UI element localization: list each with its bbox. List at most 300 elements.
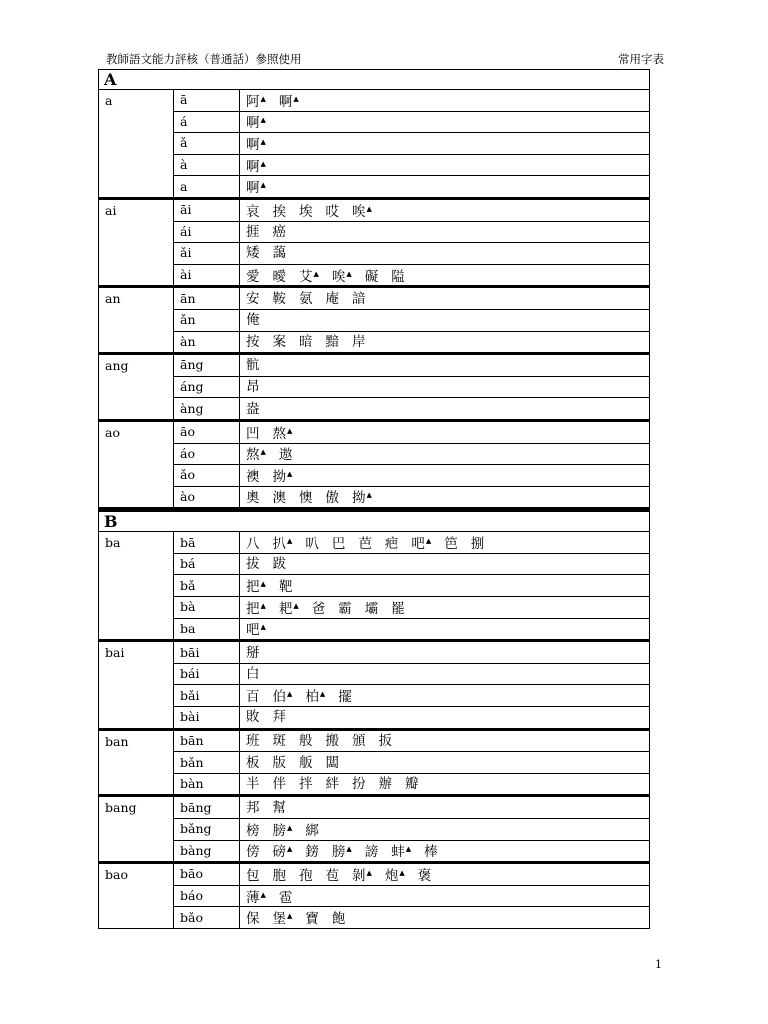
tone-cell: bān [174, 729, 240, 752]
character [246, 667, 260, 681]
character-glyph: 剝 [352, 867, 366, 884]
character-glyph: 飽 [331, 911, 346, 928]
table-row [99, 796, 650, 819]
character-glyph: 蚌 [391, 844, 405, 861]
character-glyph: 拌 [299, 776, 313, 793]
character-glyph: 靶 [278, 579, 293, 596]
triangle-marker-icon: ▲ [366, 491, 372, 500]
character-glyph: 保 [246, 911, 260, 928]
character [305, 824, 319, 838]
table-row [99, 243, 650, 265]
character-glyph: 唉 [331, 268, 346, 285]
table-row [99, 465, 650, 487]
character-glyph: 巴 [331, 536, 346, 553]
character [299, 491, 313, 505]
character [246, 620, 266, 637]
character-glyph: 拜 [272, 709, 286, 726]
character [279, 448, 293, 462]
triangle-marker-icon: ▲ [260, 448, 266, 457]
characters-cell [240, 773, 650, 796]
syllable-cell: ban [99, 729, 174, 796]
table-row [99, 663, 650, 685]
tone-cell: áng [174, 376, 240, 398]
character [246, 824, 260, 838]
table-row [99, 309, 650, 331]
character-glyph: 闆 [325, 754, 339, 771]
character-glyph: 榜 [246, 822, 260, 839]
character-glyph: 絆 [325, 776, 339, 793]
character [246, 427, 260, 441]
character-glyph: 半 [246, 776, 260, 793]
character [365, 602, 379, 616]
table-row [99, 729, 650, 752]
triangle-marker-icon: ▲ [287, 912, 293, 921]
character [273, 534, 293, 551]
character [273, 734, 287, 748]
character-glyph: 邦 [246, 799, 260, 816]
character-glyph: 拗 [272, 468, 286, 485]
character [391, 270, 405, 284]
character [273, 710, 287, 724]
tone-cell: à [174, 154, 240, 176]
character-glyph: 吧 [246, 622, 260, 639]
tone-cell: àn [174, 331, 240, 354]
table-row [99, 398, 650, 421]
characters-cell [240, 376, 650, 398]
characters-cell [240, 287, 650, 310]
section-letter: A [99, 70, 650, 90]
table-row [99, 154, 650, 176]
character [246, 246, 260, 260]
characters-cell [240, 264, 650, 287]
tone-cell: áo [174, 443, 240, 465]
table-row [99, 597, 650, 619]
character-glyph: 瓣 [405, 776, 419, 793]
table-row [99, 287, 650, 310]
tone-cell: ān [174, 287, 240, 310]
character [279, 599, 299, 616]
character-glyph: 扳 [378, 732, 392, 749]
character-glyph: 熬 [272, 425, 286, 442]
character-glyph: 啊 [246, 158, 260, 175]
character [326, 335, 340, 349]
triangle-marker-icon: ▲ [260, 94, 266, 103]
triangle-marker-icon: ▲ [287, 469, 293, 478]
character-glyph: 寶 [305, 911, 319, 928]
character-glyph: 薄 [246, 889, 260, 906]
character-glyph: 黯 [325, 333, 339, 350]
character [246, 777, 260, 791]
section-letter-row [99, 510, 650, 532]
character-glyph: 捌 [470, 536, 485, 553]
character-glyph: 遨 [278, 447, 293, 464]
character [246, 313, 260, 327]
characters-cell [240, 309, 650, 331]
characters-cell [240, 443, 650, 465]
table-row [99, 443, 650, 465]
page-number: 1 [655, 958, 662, 971]
header-list-name: 常用字表 [618, 52, 664, 66]
character-glyph: 埃 [299, 203, 313, 220]
character-glyph: 般 [299, 732, 313, 749]
character [411, 534, 431, 551]
character-glyph: 愛 [246, 268, 260, 285]
tone-cell: bái [174, 663, 240, 685]
character [246, 710, 260, 724]
characters-cell [240, 685, 650, 707]
triangle-marker-icon: ▲ [260, 137, 266, 146]
character-glyph: 暗 [299, 333, 313, 350]
character-glyph: 藹 [272, 245, 286, 262]
character [273, 205, 287, 219]
character [299, 734, 313, 748]
triangle-marker-icon: ▲ [346, 269, 352, 278]
syllable-cell: ai [99, 198, 174, 286]
table-row [99, 575, 650, 597]
character [246, 335, 260, 349]
table-row [99, 641, 650, 664]
character-glyph: 岸 [352, 333, 366, 350]
tone-cell: bā [174, 532, 240, 554]
character-glyph: 唉 [352, 203, 366, 220]
characters-cell [240, 840, 650, 863]
character-glyph: 包 [246, 867, 260, 884]
character [326, 777, 340, 791]
character-glyph: 白 [246, 666, 260, 683]
character [379, 734, 393, 748]
syllable-cell: bao [99, 863, 174, 929]
character-glyph: 曖 [272, 268, 286, 285]
characters-cell [240, 575, 650, 597]
character-glyph: 舨 [299, 754, 313, 771]
character-glyph: 挨 [272, 203, 286, 220]
character [273, 756, 287, 770]
character-glyph: 盎 [246, 400, 260, 417]
table-row [99, 532, 650, 554]
character [391, 842, 411, 859]
header-title: 教師語文能力評核（普通話）參照使用 [106, 52, 302, 66]
character-glyph: 磅 [272, 844, 286, 861]
character-glyph: 啊 [246, 115, 260, 132]
character [273, 335, 287, 349]
characters-cell [240, 707, 650, 730]
table-row [99, 840, 650, 863]
syllable-cell: ao [99, 420, 174, 509]
character [246, 470, 260, 484]
table-row [99, 707, 650, 730]
character [326, 734, 340, 748]
triangle-marker-icon: ▲ [260, 623, 266, 632]
table-row [99, 885, 650, 907]
character-glyph: 擺 [338, 689, 352, 706]
characters-cell [240, 663, 650, 685]
table-row [99, 618, 650, 641]
character-glyph: 棒 [424, 844, 438, 861]
character-table [98, 69, 650, 929]
character-glyph: 諳 [352, 290, 366, 307]
character-glyph: 謗 [364, 844, 379, 861]
characters-cell [240, 111, 650, 133]
triangle-marker-icon: ▲ [346, 845, 352, 854]
tone-cell: bāo [174, 863, 240, 886]
character [352, 777, 366, 791]
character-glyph: 癌 [272, 223, 286, 240]
tone-cell: bǎi [174, 685, 240, 707]
triangle-marker-icon: ▲ [405, 845, 412, 854]
tone-cell: bǎn [174, 752, 240, 774]
character [418, 869, 432, 883]
triangle-marker-icon: ▲ [425, 537, 432, 546]
tone-cell: ǎn [174, 309, 240, 331]
character [246, 888, 266, 905]
character-glyph: 芭 [358, 536, 372, 553]
character [246, 491, 260, 505]
character [273, 909, 293, 926]
triangle-marker-icon: ▲ [366, 204, 372, 213]
character [405, 777, 419, 791]
table-row [99, 376, 650, 398]
section-letter: B [99, 510, 650, 532]
characters-cell [240, 641, 650, 664]
character-glyph: 胞 [272, 867, 286, 884]
character [246, 690, 260, 704]
character-glyph: 炮 [384, 867, 399, 884]
character [385, 537, 399, 551]
characters-cell [240, 532, 650, 554]
character [273, 777, 287, 791]
table-row [99, 420, 650, 443]
character-glyph: 捱 [246, 223, 260, 240]
tone-cell: bài [174, 707, 240, 730]
character-glyph: 堡 [272, 911, 286, 928]
characters-cell [240, 243, 650, 265]
table-row [99, 133, 650, 155]
character [338, 690, 352, 704]
character-glyph: 矮 [246, 245, 260, 262]
character-glyph: 吧 [411, 536, 425, 553]
tone-cell: bá [174, 553, 240, 575]
triangle-marker-icon: ▲ [293, 601, 299, 610]
character-glyph: 傍 [246, 844, 260, 861]
triangle-marker-icon: ▲ [260, 601, 266, 610]
syllable-cell: a [99, 90, 174, 199]
character-glyph: 熬 [246, 447, 260, 464]
character [246, 402, 260, 416]
tone-cell: bāng [174, 796, 240, 819]
character [299, 292, 313, 306]
character [471, 537, 485, 551]
characters-cell [240, 553, 650, 575]
character [299, 335, 313, 349]
character [273, 467, 293, 484]
table-row [99, 819, 650, 841]
character [246, 205, 260, 219]
character [352, 202, 372, 219]
character-glyph: 苞 [325, 867, 339, 884]
character-glyph: 懊 [299, 490, 313, 507]
character [352, 488, 372, 505]
table-row [99, 486, 650, 510]
triangle-marker-icon: ▲ [260, 890, 266, 899]
characters-cell [240, 819, 650, 841]
table-row [99, 907, 650, 929]
table-row [99, 354, 650, 377]
characters-cell [240, 176, 650, 199]
character-glyph: 襖 [246, 468, 260, 485]
character-glyph: 柏 [305, 689, 319, 706]
character-glyph: 雹 [278, 889, 293, 906]
character [246, 92, 266, 109]
table-row [99, 111, 650, 133]
triangle-marker-icon: ▲ [366, 868, 372, 877]
character [385, 866, 405, 883]
character [365, 270, 379, 284]
character-glyph: 哀 [246, 203, 260, 220]
character [352, 292, 366, 306]
character-glyph: 幫 [272, 799, 286, 816]
characters-cell [240, 354, 650, 377]
character [246, 557, 260, 571]
table-row [99, 553, 650, 575]
character-glyph: 拔 [246, 556, 260, 573]
characters-cell [240, 420, 650, 443]
character-glyph: 案 [272, 333, 286, 350]
tone-cell: ǎo [174, 465, 240, 487]
characters-cell [240, 198, 650, 221]
tone-cell: āo [174, 420, 240, 443]
character [273, 292, 287, 306]
character [273, 424, 293, 441]
characters-cell [240, 597, 650, 619]
character-glyph: 鞍 [272, 290, 286, 307]
tone-cell: āng [174, 354, 240, 377]
tone-cell: báo [174, 885, 240, 907]
character [332, 912, 346, 926]
character-glyph: 霸 [338, 600, 352, 617]
tone-cell: ba [174, 618, 240, 641]
triangle-marker-icon: ▲ [260, 580, 266, 589]
triangle-marker-icon: ▲ [287, 426, 293, 435]
character-glyph: 安 [246, 290, 260, 307]
tone-cell: ái [174, 221, 240, 243]
character [358, 537, 372, 551]
triangle-marker-icon: ▲ [287, 823, 293, 832]
character [305, 687, 325, 704]
character [246, 225, 260, 239]
tone-cell: ā [174, 90, 240, 112]
character-glyph: 礙 [364, 268, 379, 285]
characters-cell [240, 221, 650, 243]
character [273, 842, 293, 859]
character [279, 580, 293, 594]
character [338, 602, 352, 616]
character [273, 246, 287, 260]
character-glyph: 把 [246, 579, 260, 596]
character-glyph: 八 [246, 536, 260, 553]
tone-cell: bàn [174, 773, 240, 796]
character-glyph: 扒 [272, 536, 286, 553]
character [326, 869, 340, 883]
character-glyph: 頒 [352, 732, 366, 749]
table-row [99, 176, 650, 199]
character [273, 821, 293, 838]
character [273, 225, 287, 239]
character-glyph: 啊 [278, 93, 293, 110]
tone-cell: āi [174, 198, 240, 221]
character [273, 869, 287, 883]
characters-cell [240, 885, 650, 907]
character-glyph: 隘 [391, 268, 405, 285]
character-glyph: 褒 [417, 867, 432, 884]
character-glyph: 壩 [364, 600, 379, 617]
tone-cell: bǎ [174, 575, 240, 597]
characters-cell [240, 133, 650, 155]
character [299, 777, 313, 791]
tone-cell: bǎng [174, 819, 240, 841]
characters-cell [240, 863, 650, 886]
character [246, 178, 266, 195]
character-glyph: 版 [272, 754, 286, 771]
character-glyph: 罷 [391, 600, 405, 617]
character [246, 537, 260, 551]
character [246, 912, 260, 926]
table-row [99, 331, 650, 354]
triangle-marker-icon: ▲ [287, 690, 293, 699]
character [312, 602, 326, 616]
character [246, 380, 260, 394]
character-glyph: 膀 [331, 844, 346, 861]
character [299, 756, 313, 770]
character-glyph: 膀 [272, 822, 286, 839]
character [352, 734, 366, 748]
character-glyph: 班 [246, 732, 260, 749]
character [326, 756, 340, 770]
character-glyph: 爸 [311, 600, 326, 617]
character-glyph: 綁 [305, 822, 319, 839]
character [273, 801, 287, 815]
character [365, 845, 379, 859]
tone-cell: bǎo [174, 907, 240, 929]
character-glyph: 哎 [325, 203, 339, 220]
character [326, 205, 340, 219]
triangle-marker-icon: ▲ [293, 94, 299, 103]
character-glyph: 跋 [272, 556, 286, 573]
table-row [99, 752, 650, 774]
tone-cell: bà [174, 597, 240, 619]
character [332, 537, 346, 551]
syllable-cell: bang [99, 796, 174, 863]
table-row [99, 221, 650, 243]
character [305, 537, 319, 551]
character [273, 557, 287, 571]
character-glyph: 孢 [299, 867, 313, 884]
character [424, 845, 438, 859]
character-glyph: 鎊 [305, 844, 319, 861]
table-row [99, 264, 650, 287]
characters-cell [240, 618, 650, 641]
character-glyph: 凹 [246, 425, 260, 442]
character [246, 113, 266, 130]
character-glyph: 骯 [246, 357, 260, 374]
character-glyph: 叭 [305, 536, 319, 553]
triangle-marker-icon: ▲ [260, 116, 266, 125]
tone-cell: ǎi [174, 243, 240, 265]
character [246, 135, 266, 152]
triangle-marker-icon: ▲ [399, 868, 405, 877]
syllable-cell: ba [99, 532, 174, 641]
character [246, 599, 266, 616]
characters-cell [240, 331, 650, 354]
